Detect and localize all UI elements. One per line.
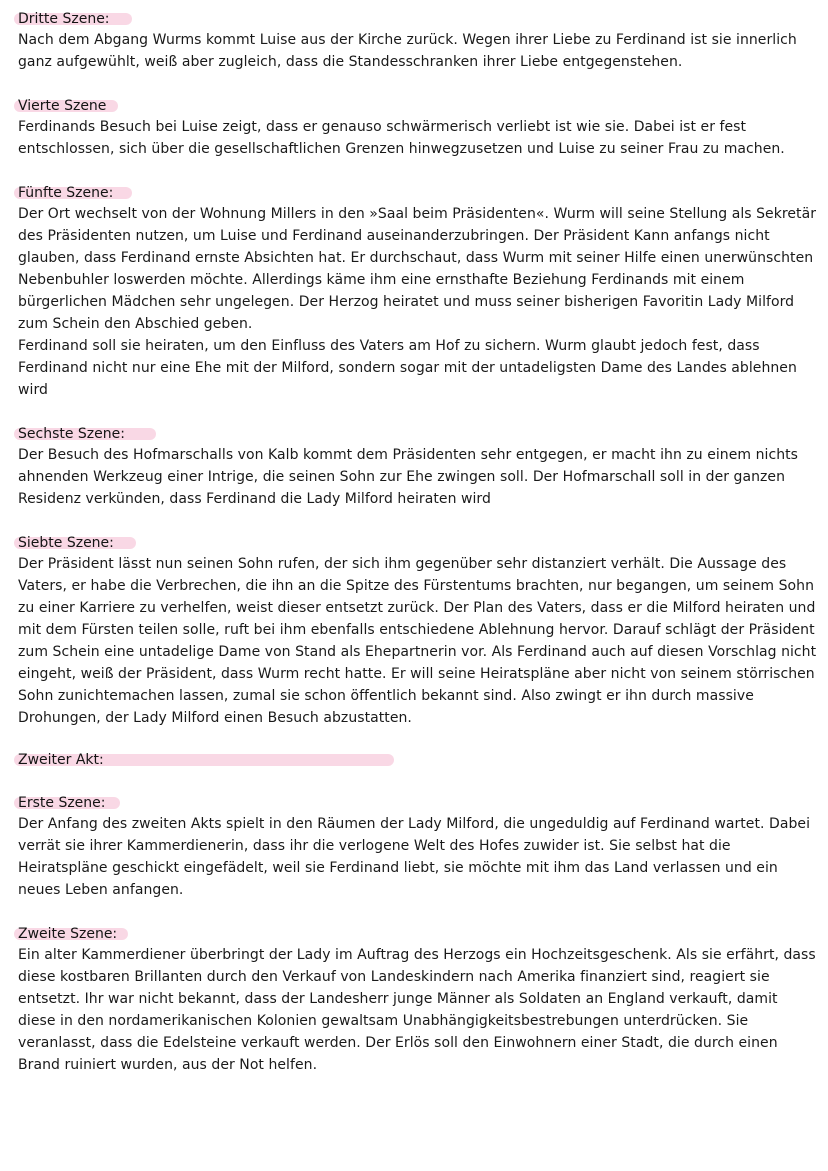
section-heading: Erste Szene: (18, 795, 106, 811)
section-heading-wrap (18, 182, 113, 202)
section-zweite-szene (18, 923, 818, 1076)
section-heading-wrap (18, 8, 110, 28)
section-heading: Dritte Szene: (18, 11, 110, 27)
paragraph: Ferdinand soll sie heiraten, um den Einfluss des Vaters am Hof zu sichern. Wurm glaubt jedoch fest, dass Ferdinand nicht nur eine Ehe mit der Milford, sondern sogar mit der untadeligsten Dame des Landes ablehnen wird (18, 338, 797, 398)
section-heading-wrap (18, 423, 125, 443)
paragraph: Nach dem Abgang Wurms kommt Luise aus der Kirche zurück. Wegen ihrer Liebe zu Ferdinand ist sie innerlich ganz aufgewühlt, weiß aber zugleich, dass die Standesschranken ihrer Liebe entgegenstehen. (18, 32, 797, 70)
act-heading: Zweiter Akt: (18, 752, 104, 768)
act-heading-wrap (18, 749, 104, 769)
paragraph: Ferdinands Besuch bei Luise zeigt, dass er genauso schwärmerisch verliebt ist wie sie. Dabei ist er fest entschlossen, sich über die gesellschaftlichen Grenzen hinwegzusetzen und Luise zu seiner Frau zu machen. (18, 119, 785, 157)
paragraph: Der Ort wechselt von der Wohnung Millers in den »Saal beim Präsidenten«. Wurm will seine Stellung als Sekretär des Präsidenten nutzen, um Luise und Ferdinand auseinanderzubringen. Der Präsident Kann anfangs nicht glauben, dass Ferdinand ernste Absichten hat. Er durchschaut, dass Wurm mit seiner Hilfe einen unerwünschten Nebenbuhler loswerden möchte. Allerdings käme ihm eine ernsthafte Beziehung Ferdinands mit einem bürgerlichen Mädchen sehr ungelegen. Der Herzog heiratet und muss seiner bisherigen Favoritin Lady Milford zum Schein den Abschied geben. (18, 206, 817, 332)
section-heading-wrap (18, 532, 114, 552)
section-erste-szene (18, 792, 818, 901)
section-heading: Zweite Szene: (18, 926, 118, 942)
section-heading: Siebte Szene: (18, 535, 114, 551)
section-vierte-szene (18, 95, 818, 160)
paragraph: Der Präsident lässt nun seinen Sohn rufen, der sich ihm gegenüber sehr distanziert verhält. Die Aussage des Vaters, er habe die Verbrechen, die ihn an die Spitze des Fürstentums brachten, nur begangen, um seinem Sohn zu einer Karriere zu verhelfen, weist dieser entsetzt zurück. Der Plan des Vaters, dass er die Milford heiraten und mit dem Fürsten teilen solle, ruft bei ihm ebenfalls entschiedene Ablehnung hervor. Darauf schlägt der Präsident zum Schein eine untadelige Dame von Stand als Ehepartnerin vor. Als Ferdinand auch auf diesen Vorschlag nicht eingeht, weiß der Präsident, dass Wurm recht hatte. Er will seine Heiratspläne aber nicht von seinem störrischen Sohn zunichtemachen lassen, zumal sie schon öffentlich bekannt sind. Also zwingt er ihn durch massive Drohungen, der Lady Milford einen Besuch abzustatten. (18, 556, 817, 726)
section-heading: Fünfte Szene: (18, 185, 114, 201)
paragraph: Der Besuch des Hofmarschalls von Kalb kommt dem Präsidenten sehr entgegen, er macht ihn zu einem nichts ahnenden Werkzeug einer Intrige, die seinen Sohn zur Ehe zwingen soll. Der Hofmarschall soll in der ganzen Residenz verkünden, dass Ferdinand die Lady Milford heiraten wird (18, 447, 798, 507)
section-heading: Sechste Szene: (18, 426, 125, 442)
section-dritte-szene (18, 8, 818, 73)
section-zweiter-akt (18, 749, 818, 770)
document-page (18, 8, 818, 1076)
section-heading-wrap (18, 792, 106, 812)
section-sechste-szene (18, 423, 818, 510)
section-siebte-szene (18, 532, 818, 729)
section-heading-wrap (18, 95, 106, 115)
paragraph: Ein alter Kammerdiener überbringt der Lady im Auftrag des Herzogs ein Hochzeitsgeschenk. Als sie erfährt, dass diese kostbaren Brillanten durch den Verkauf von Landeskindern nach Amerika finanziert sind, reagiert sie entsetzt. Ihr war nicht bekannt, dass der Landesherr junge Männer als Soldaten an England verkauft, damit diese in den nordamerikanischen Kolonien gewaltsam Unabhängigkeitsbestrebungen unterdrücken. Sie veranlasst, dass die Edelsteine verkauft werden. Der Erlös soll den Einwohnern einer Stadt, die durch einen Brand ruiniert wurden, aus der Not helfen. (18, 947, 816, 1073)
paragraph: Der Anfang des zweiten Akts spielt in den Räumen der Lady Milford, die ungeduldig auf Ferdinand wartet. Dabei verrät sie ihrer Kammerdienerin, dass ihr die verlogene Welt des Hofes zuwider ist. Sie selbst hat die Heiratspläne geschickt eingefädelt, weil sie Ferdinand liebt, sie möchte mit ihm das Land verlassen und ein neues Leben anfangen. (18, 816, 811, 898)
section-heading: Vierte Szene (18, 98, 107, 114)
section-fuenfte-szene (18, 182, 818, 401)
section-heading-wrap (18, 923, 117, 943)
